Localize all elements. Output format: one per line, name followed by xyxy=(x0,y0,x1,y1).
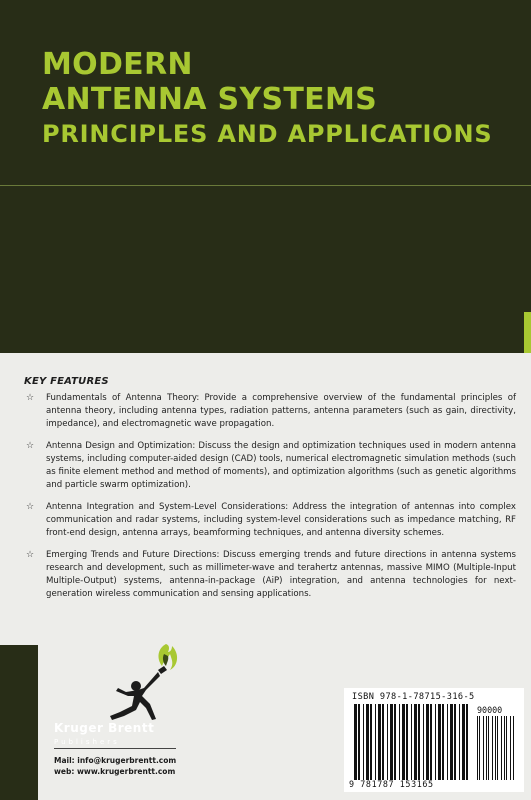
star-outline-icon: ☆ xyxy=(26,550,35,560)
feature-item xyxy=(26,392,516,431)
star-outline-icon: ☆ xyxy=(26,441,35,451)
barcode-number: 9 781787 153165 xyxy=(349,779,434,789)
left-dark-stripe xyxy=(0,645,38,800)
book-title-line-2: ANTENNA SYSTEMS xyxy=(42,82,378,117)
publisher-rule xyxy=(54,748,176,749)
price-code: 90000 xyxy=(477,705,503,715)
isbn-text: ISBN 978-1-78715-316-5 xyxy=(352,692,475,702)
star-outline-icon: ☆ xyxy=(26,393,35,403)
key-features-list xyxy=(26,392,516,610)
publisher-subtitle: Publishers xyxy=(54,738,120,746)
book-subtitle: PRINCIPLES AND APPLICATIONS xyxy=(42,120,493,148)
isbn-barcode xyxy=(344,688,524,792)
barcode-addon-bars xyxy=(477,716,517,780)
feature-text: Antenna Design and Optimization: Discuss the design and optimization techniques used in modern antenna systems, including computer-aided design (CAD) tools, numerical electromagnetic simulation methods (such as finite element method and method of moments), and optimization algorithms (such as genetic algorithms and particle swarm optimization). xyxy=(46,441,516,490)
key-features-heading: KEY FEATURES xyxy=(24,376,109,387)
publisher-mail: Mail: info@krugerbrentt.com xyxy=(54,756,177,765)
feature-text: Emerging Trends and Future Directions: Discuss emerging trends and future directions in antenna systems research and development, such as millimeter-wave and terahertz antennas, massive MIMO (Multiple-Input Multiple-Output) systems, antenna-in-package (AiP) integration, and antenna technologies for next-generation wireless communication and sensing applications. xyxy=(46,550,516,599)
spine-accent-bar xyxy=(524,312,531,354)
cover-title-panel xyxy=(0,0,531,353)
barcode-bars xyxy=(354,704,472,780)
book-title-line-1: MODERN xyxy=(42,47,193,82)
feature-item xyxy=(26,501,516,540)
feature-text: Fundamentals of Antenna Theory: Provide a comprehensive overview of the fundamental principles of antenna theory, including antenna types, radiation patterns, antenna parameters (such as gain, directivity, impedance), and electromagnetic wave propagation. xyxy=(46,393,516,429)
feature-item xyxy=(26,549,516,601)
feature-text: Antenna Integration and System-Level Considerations: Address the integration of antennas into complex communication and radar systems, including system-level considerations such as impedance matching, RF front-end design, antenna arrays, beamforming techniques, and antenna diversity schemes. xyxy=(46,502,516,538)
title-block xyxy=(42,47,493,148)
panel-divider xyxy=(0,185,531,186)
publisher-name: Kruger Brentt xyxy=(54,721,155,735)
feature-item xyxy=(26,440,516,492)
star-outline-icon: ☆ xyxy=(26,502,35,512)
publisher-web: web: www.krugerbrentt.com xyxy=(54,767,176,776)
